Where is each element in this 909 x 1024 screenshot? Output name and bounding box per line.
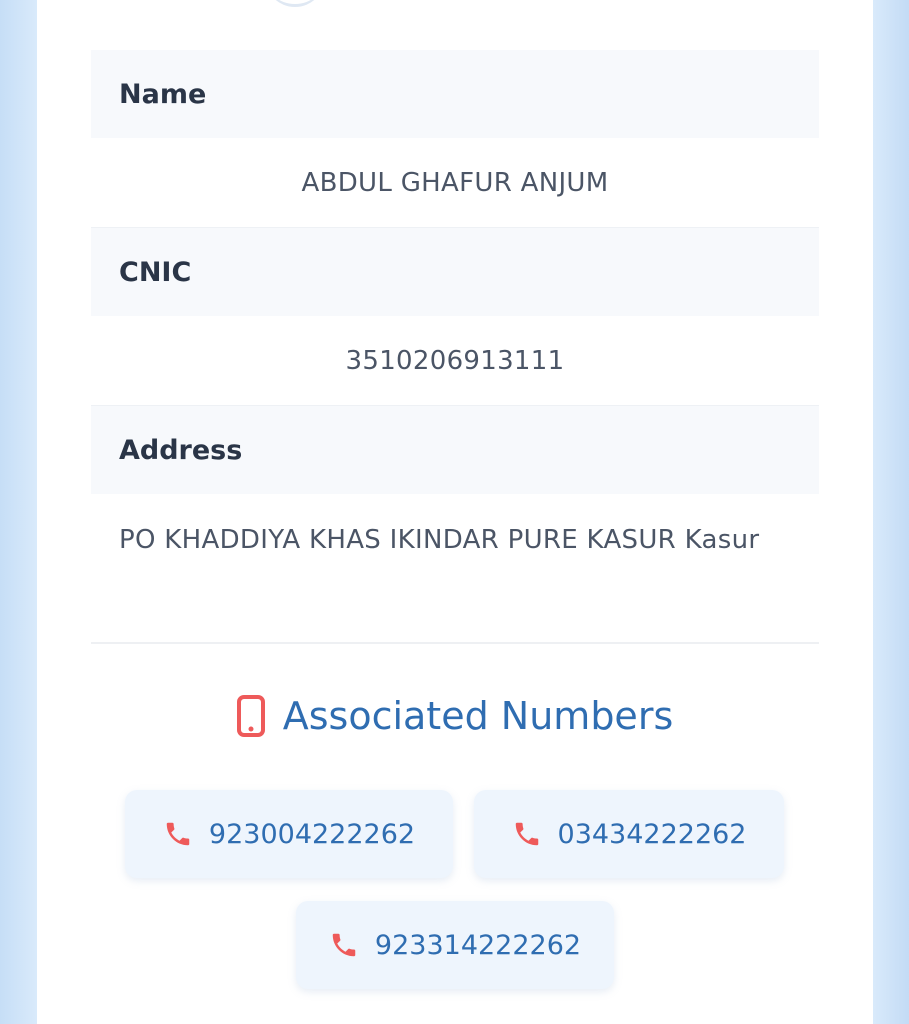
address-label: Address	[91, 406, 819, 494]
phone-number: 923314222262	[374, 929, 582, 961]
section-divider	[91, 642, 819, 644]
mobile-phone-icon	[237, 695, 265, 737]
phone-number-chip[interactable]	[474, 790, 784, 878]
phone-call-icon	[329, 930, 359, 960]
phone-number: 03434222262	[557, 818, 747, 850]
phone-call-icon	[512, 819, 542, 849]
phone-call-icon	[163, 819, 193, 849]
cnic-label: CNIC	[91, 228, 819, 316]
cnic-value: 3510206913111	[91, 316, 819, 406]
phone-number-chip[interactable]	[125, 790, 453, 878]
background-right	[873, 0, 909, 1024]
associated-numbers-title: Associated Numbers	[282, 694, 674, 738]
address-value: PO KHADDIYA KHAS IKINDAR PURE KASUR Kasur	[119, 525, 760, 555]
background-left	[0, 0, 37, 1024]
phone-number: 923004222262	[208, 818, 416, 850]
name-value: ABDUL GHAFUR ANJUM	[91, 138, 819, 228]
profile-card	[37, 0, 873, 1024]
details-table	[91, 50, 819, 586]
name-label: Name	[91, 50, 819, 138]
phone-number-chip[interactable]	[296, 901, 614, 989]
avatar-edge	[265, 0, 325, 7]
associated-numbers-heading	[37, 694, 873, 738]
